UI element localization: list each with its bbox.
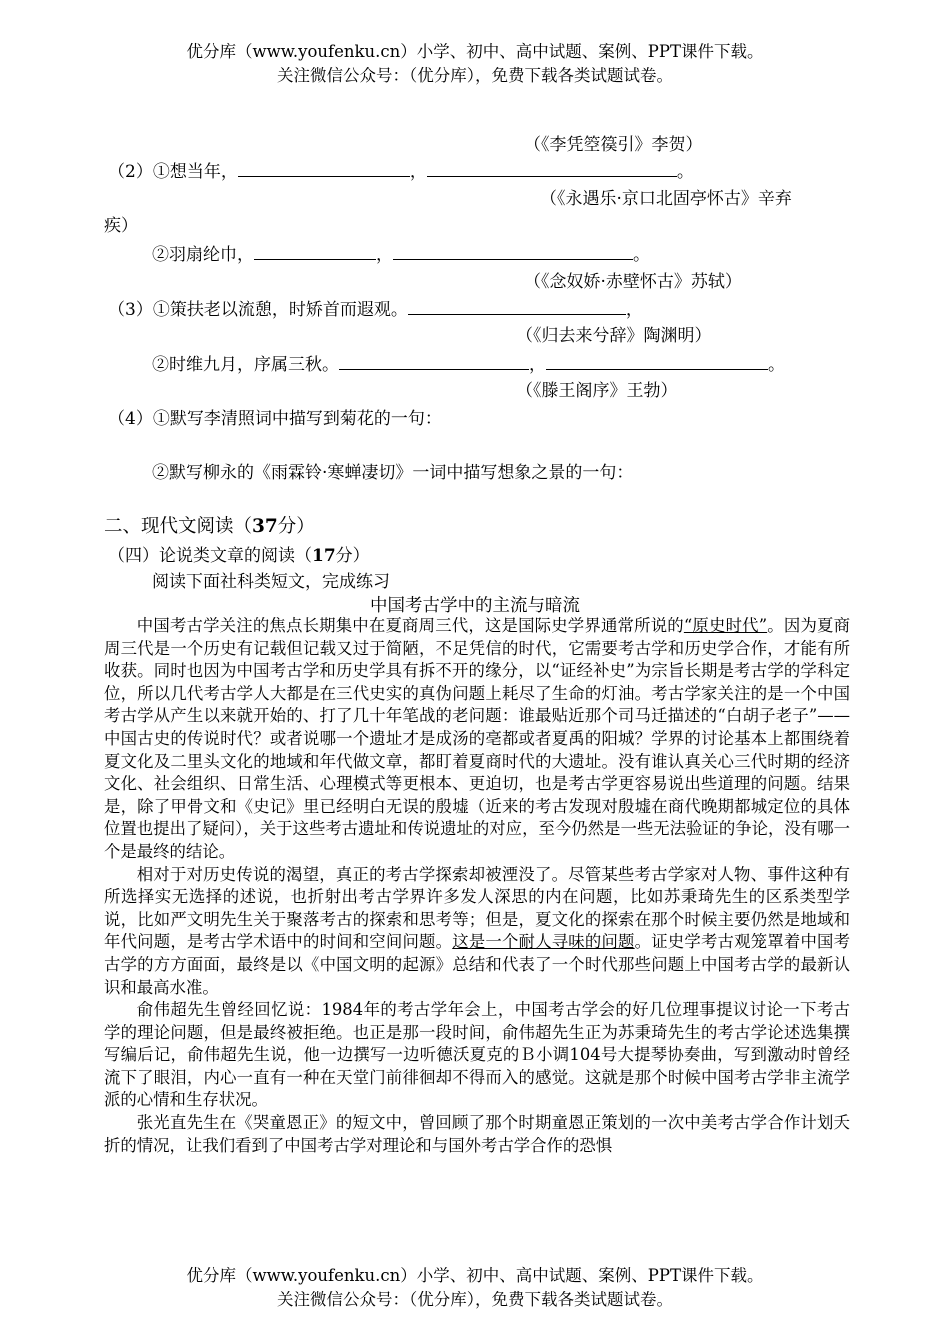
question-3-2-text: ②时维九月，序属三秋。 [152, 355, 339, 375]
section-heading [104, 512, 315, 538]
answer-blank[interactable] [393, 241, 633, 260]
answer-blank[interactable] [427, 158, 677, 177]
underlined-sentence: 这是一个耐人寻味的问题 [452, 932, 635, 952]
period: 。 [676, 162, 694, 182]
question-2-2-text: ②羽扇纶巾， [152, 245, 254, 265]
paragraph-text: 。证史学考古观笼罩着中国考古学的方方面面，最终是以《中国文明的起源》总结和代表了一个时代那些问题上中国考古学的最新认识和最高水准。 [104, 932, 851, 997]
answer-blank[interactable] [339, 351, 529, 370]
source-li-ping: （《李凭箜篌引》李贺） [524, 135, 703, 155]
period: 。 [768, 355, 785, 375]
underlined-term: “原史时代” [683, 616, 768, 635]
paragraph: 张光直先生在《哭童恩正》的短文中，曾回顾了那个时期童恩正策划的一次中美考古学合作计划夭折的情况，让我们看到了中国考古学对理论和与国外考古学合作的恐惧 [104, 1113, 850, 1155]
answer-blank[interactable] [546, 351, 768, 370]
article-body [104, 615, 850, 1157]
reading-instruction: 阅读下面社科类短文，完成练习 [152, 572, 390, 592]
question-3-1-text: （3）①策扶老以流憩，时矫首而遐观。 [108, 300, 408, 320]
question-3-1 [108, 295, 643, 320]
source-niannujiao: （《念奴娇·赤壁怀古》苏轼） [524, 272, 742, 292]
paragraph: 俞伟超先生曾经回忆说：1984年的考古学年会上，中国考古学会的好几位理事提议讨论一下考古学的理论问题，但是最终被拒绝。也正是那一段时间，俞伟超先生正为苏秉琦先生的考古学论述选集撰写编后记，俞伟超先生说，他一边撰写一边听德沃夏克的Ｂ小调104号大提琴协奏曲，写到激动时曾经流下了眼泪，内心一直有一种在天堂门前徘徊却不得而入的感觉。这就是那个时候中国考古学非主流学派的心情和生存状况。 [104, 1000, 850, 1110]
source-guiqulai: （《归去来兮辞》陶渊明） [516, 326, 712, 346]
comma: ， [529, 355, 546, 375]
header-line-2: 关注微信公众号：（优分库），免费下载各类试题试卷。 [277, 66, 673, 85]
subsection-heading-unit: 分） [335, 546, 370, 566]
source-yongyule-tail: 疾） [104, 216, 138, 236]
question-2-2 [152, 240, 650, 265]
comma: ， [409, 162, 427, 182]
footer-line-1: 优分库（www.youfenku.cn）小学、初中、高中试题、案例、PPT课件下载。 [186, 1266, 764, 1285]
answer-blank[interactable] [254, 241, 376, 260]
paragraph-text: 相对于对历史传说的渴望，真正的考古学探索却被湮没了。尽管某些考古学家对人物、事件这种有所选择实无选择的述说，也折射出考古学界许多发人深思的内在问题，比如苏秉琦先生的区系类型学说，比如严文明先生关于聚落考古的探索和思考等；但是，夏文化的探索在那个时候主要仍然是地域和年代问题，是考古学术语中的时间和空间问题。 [104, 864, 850, 952]
section-heading-unit: 分） [277, 516, 315, 537]
source-yongyule: （《永遇乐·京口北固亭怀古》辛弃 [540, 189, 792, 209]
comma: ， [625, 300, 643, 320]
answer-blank[interactable] [238, 158, 410, 177]
source-tengwang: （《滕王阁序》王勃） [516, 381, 678, 401]
question-3-2 [152, 350, 785, 375]
footer-line-2: 关注微信公众号：（优分库），免费下载各类试题试卷。 [277, 1290, 673, 1309]
period: 。 [633, 245, 650, 265]
paragraph [104, 864, 850, 1000]
paragraph-text: 。因为夏商周三代是一个历史有记载但记载又过于简陋，不足凭信的时代，它需要考古学和历史学合作，才能有所收获。同时也因为中国考古学和历史学具有拆不开的缘分，以“证经补史”为宗旨长期是考古学的学科定位，所以几代考古学人大都是在三代史实的真伪问题上耗尽了生命的灯油。考古学家关注的是一个中国考古学从产生以来就开始的、打了几十年笔战的老问题：谁最贴近那个司马迁描述的“白胡子老子”——中国古史的传说时代？或者说哪一个遗址才是成汤的亳都或者夏禹的阳城？学界的讨论基本上都围绕着夏文化及二里头文化的地域和年代做文章，都盯着夏商时代的大遗址。没有谁认真关心三代时期的经济文化、社会组织、日常生活、心理模式等更根本、更迫切，也是考古学更容易说出些道理的问题。结果是，除了甲骨文和《史记》里已经明白无误的殷墟（近来的考古发现对殷墟在商代晚期都城定位的具体位置也提出了疑问），关于这些考古遗址和传说遗址的对应，至今仍然是一些无法验证的争论，没有哪一个是最终的结论。 [104, 616, 851, 861]
answer-blank[interactable] [408, 296, 626, 315]
article-title: 中国考古学中的主流与暗流 [370, 596, 580, 616]
paragraph [104, 615, 850, 864]
question-4-2: ②默写柳永的《雨霖铃·寒蝉凄切》一词中描写想象之景的一句： [152, 463, 634, 483]
subsection-heading-text: （四）论说类文章的阅读（ [108, 546, 312, 566]
question-2-1-text: （2）①想当年， [108, 162, 238, 182]
subsection-heading [108, 541, 370, 566]
section-heading-text: 二、现代文阅读（ [104, 516, 253, 537]
question-4-1: （4）①默写李清照词中描写到菊花的一句： [108, 409, 442, 429]
section-heading-score: 37 [252, 516, 278, 537]
question-2-1 [108, 157, 694, 182]
subsection-heading-score: 17 [312, 546, 336, 566]
header-line-1: 优分库（www.youfenku.cn）小学、初中、高中试题、案例、PPT课件下载。 [186, 42, 764, 61]
paragraph-text: 中国考古学关注的焦点长期集中在夏商周三代，这是国际史学界通常所说的 [136, 616, 684, 635]
comma: ， [376, 245, 393, 265]
